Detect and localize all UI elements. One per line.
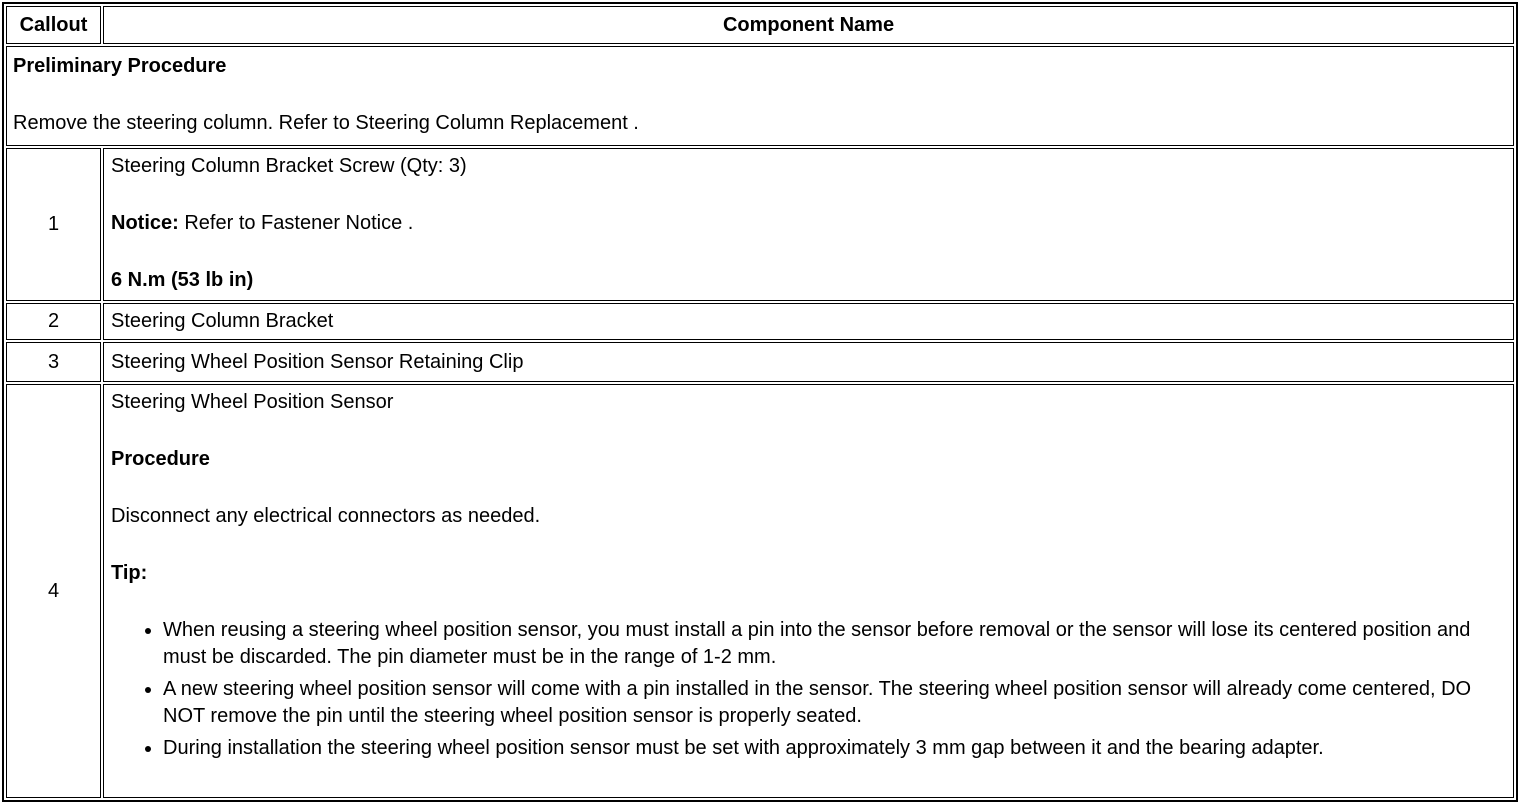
component-name-text: Steering Column Bracket Screw (Qty: 3) bbox=[111, 155, 467, 177]
notice-label: Notice: bbox=[111, 212, 179, 234]
component-cell-3 bbox=[103, 342, 1514, 382]
table-row-3 bbox=[6, 342, 1514, 382]
table-row-4 bbox=[6, 384, 1514, 798]
component-cell-2 bbox=[103, 303, 1514, 340]
component-name-text: Steering Wheel Position Sensor bbox=[111, 391, 394, 413]
component-cell-1 bbox=[103, 148, 1514, 301]
preliminary-procedure-text: Remove the steering column. Refer to Steering Column Replacement . bbox=[13, 112, 639, 134]
component-callout-table bbox=[2, 2, 1518, 802]
preliminary-procedure-cell bbox=[6, 46, 1514, 146]
tip-item: • A new steering wheel position sensor will come with a pin installed in the sensor. The steering wheel position sensor will already come centered, DO NOT remove the pin until the steering wheel position sensor is properly seated. bbox=[163, 676, 1505, 730]
tip-label: Tip: bbox=[111, 562, 148, 584]
callout-number-3: 3 bbox=[6, 342, 101, 382]
table-row-2 bbox=[6, 303, 1514, 340]
tip-list bbox=[111, 617, 1505, 762]
component-name-text: Steering Wheel Position Sensor Retaining Clip bbox=[111, 350, 524, 373]
preliminary-procedure-row bbox=[6, 46, 1514, 146]
component-cell-4 bbox=[103, 384, 1514, 798]
procedure-label: Procedure bbox=[111, 448, 210, 470]
tip-item: • When reusing a steering wheel position sensor, you must install a pin into the sensor before removal or the sensor will lose its centered position and must be discarded. The pin diameter must be in the range of 1-2 mm. bbox=[163, 617, 1505, 671]
callout-number-2: 2 bbox=[6, 303, 101, 340]
torque-spec: 6 N.m (53 lb in) bbox=[111, 269, 254, 291]
fastener-notice-line bbox=[111, 210, 1505, 237]
callout-number-1: 1 bbox=[6, 148, 101, 301]
table-row-1 bbox=[6, 148, 1514, 301]
callout-column-header: Callout bbox=[6, 6, 101, 44]
header-row bbox=[6, 6, 1514, 44]
tip-item: • During installation the steering wheel position sensor must be set with approximately 3 mm gap between it and the bearing adapter. bbox=[163, 735, 1505, 762]
callout-number-4: 4 bbox=[6, 384, 101, 798]
procedure-text: Disconnect any electrical connectors as needed. bbox=[111, 505, 541, 527]
component-name-text: Steering Column Bracket bbox=[111, 310, 334, 332]
notice-text: Refer to Fastener Notice . bbox=[184, 212, 414, 234]
component-name-column-header: Component Name bbox=[103, 6, 1514, 44]
preliminary-procedure-title: Preliminary Procedure bbox=[13, 55, 227, 77]
